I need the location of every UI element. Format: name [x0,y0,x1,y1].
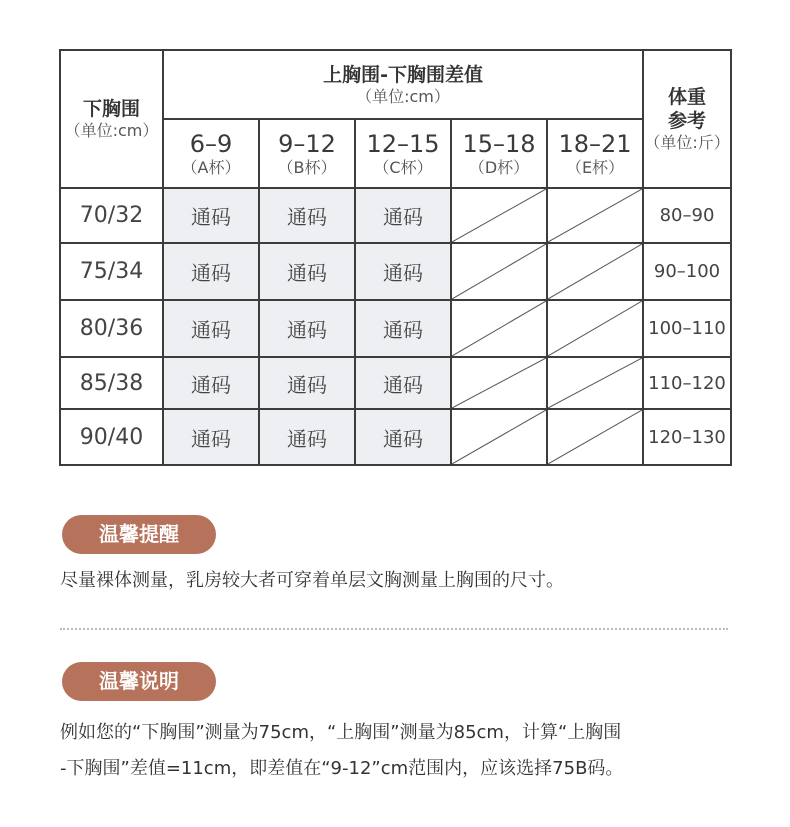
cup-header-c [355,119,451,188]
cup-header-a [163,119,259,188]
weight-cell: 110–120 [643,357,731,409]
size-table [59,49,732,466]
not-applicable-cell [451,243,547,300]
size-cell: 通码 [163,188,259,243]
size-cell: 通码 [355,300,451,357]
cup-label: （D杯） [468,157,530,177]
cup-range: 12–15 [366,129,440,158]
cup-range: 15–18 [462,129,536,158]
cup-range: 18–21 [558,129,632,158]
size-cell: 通码 [163,243,259,300]
table-row [60,188,731,243]
size-chart-table [59,49,730,464]
diff-header: 上胸围-下胸围差值 [323,63,483,86]
weight-header-cell [643,50,731,188]
not-applicable-cell [547,409,643,465]
weight-header-line1: 体重 [668,86,707,108]
weight-cell: 80–90 [643,188,731,243]
band-size-cell: 85/38 [60,357,163,409]
weight-cell: 120–130 [643,409,731,465]
explain-text-line1: 例如您的“下胸围”测量为75cm，“上胸围”测量为85cm，计算“上胸围 [60,722,622,743]
size-cell: 通码 [259,409,355,465]
size-cell: 通码 [259,188,355,243]
explain-label-badge: 温馨说明 [62,662,216,701]
not-applicable-cell [547,243,643,300]
tip-label-badge: 温馨提醒 [62,515,216,554]
table-row [60,357,731,409]
not-applicable-cell [547,300,643,357]
band-size-cell: 90/40 [60,409,163,465]
size-cell: 通码 [163,409,259,465]
size-cell: 通码 [163,300,259,357]
cup-label: （E杯） [565,157,625,177]
dotted-divider [60,628,728,630]
table-row [60,300,731,357]
size-cell: 通码 [259,300,355,357]
tip-text: 尽量裸体测量，乳房较大者可穿着单层文胸测量上胸围的尺寸。 [60,570,564,591]
cup-header-e [547,119,643,188]
weight-unit: （单位:斤） [644,133,730,152]
not-applicable-cell [451,357,547,409]
diff-header-cell [163,50,643,119]
weight-header-line2: 参考 [668,110,707,132]
cup-header-b [259,119,355,188]
table-row [60,409,731,465]
not-applicable-cell [547,188,643,243]
not-applicable-cell [451,300,547,357]
underbust-unit: （单位:cm） [64,121,159,140]
cup-label: （B杯） [277,157,337,177]
table-row [60,243,731,300]
cup-range: 6–9 [189,129,233,158]
cup-range: 9–12 [278,129,336,158]
cup-label: （A杯） [181,157,241,177]
size-cell: 通码 [259,243,355,300]
weight-cell: 90–100 [643,243,731,300]
size-cell: 通码 [355,243,451,300]
band-size-cell: 75/34 [60,243,163,300]
size-cell: 通码 [259,357,355,409]
size-cell: 通码 [355,409,451,465]
cup-header-d [451,119,547,188]
underbust-header: 下胸围 [82,98,140,120]
explain-text-line2: -下胸围”差值=11cm，即差值在“9-12”cm范围内，应该选择75B码。 [60,758,624,779]
band-size-cell: 80/36 [60,300,163,357]
size-cell: 通码 [355,357,451,409]
not-applicable-cell [547,357,643,409]
size-cell: 通码 [163,357,259,409]
underbust-header-cell [60,50,163,188]
size-cell: 通码 [355,188,451,243]
diff-unit: （单位:cm） [356,86,450,106]
band-size-cell: 70/32 [60,188,163,243]
cup-label: （C杯） [373,157,433,177]
weight-cell: 100–110 [643,300,731,357]
not-applicable-cell [451,409,547,465]
not-applicable-cell [451,188,547,243]
